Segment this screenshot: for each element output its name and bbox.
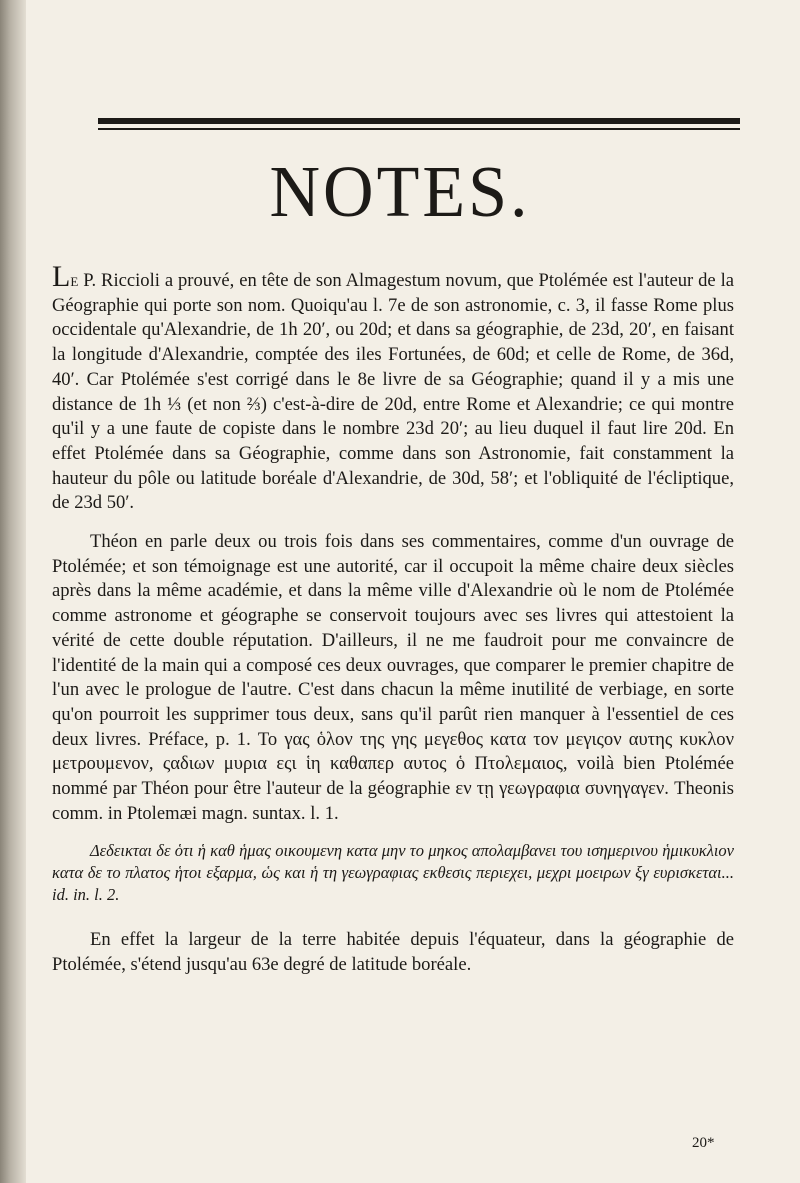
paragraph-largeur: En effet la largeur de la terre habitée depuis l'équateur, dans la géographie de Ptolémée, s'étend jusqu'au 63e degré de latitude boréale. <box>52 929 734 976</box>
body-text <box>52 262 734 978</box>
paragraph-theon: Théon en parle deux ou trois fois dans ses commentaires, comme d'un ouvrage de Ptolémée; et son témoignage est une autorité, car il occupoit la même chaire deux siècles après dans la même académie, et dans la même ville d'Alexandrie où le nom de Ptolémée comme astronome et géographe se conservoit toujours avec ses livres qui attestoient la vérité de cette double réputation. D'ailleurs, il ne me faudroit pour me convaincre de l'identité de la main qui a composé ces deux ouvrages, que comparer le premier chapitre de l'un avec le prologue de l'autre. C'est dans chacun la même inutilité de verbiage, en sorte qu'on pourroit les supprimer tous deux, sans qu'il parût rien manquer à l'essentiel de ces deux livres. Préface, p. 1. Το γας ὁλον της γης μεγεθος κατα τον μεγιςον αυτης κυκλον μετρουμενον, ςαδιων μυρια εςι ἱη καθαπερ αυτος ὁ Πτολεμαιος, voilà bien Ptolémée nommé par Théon pour être l'auteur de la géographie εν τῃ γεωγραφια συνηγαγεν. Theonis comm. in Ptolemæi magn. suntax. l. 1. <box>52 531 734 824</box>
paragraph-riccioli-text: P. Riccioli a prouvé, en tête de son Almagestum novum, que Ptolémée est l'auteur de la Géographie qui porte son nom. Quoiqu'au l. 7e de son astronomie, c. 3, il fasse Rome plus occidentale qu'Alexandrie, de 1h 20′, ou 20d; et dans sa géographie, de 23d, 20′, en faisant la longitude d'Alexandrie, comptée des iles Fortunées, de 60d; et celle de Rome, de 36d, 40′. Car Ptolémée s'est corrigé dans le 8e livre de sa Géographie; quand il y a mis une distance de 1h ⅓ (et non ⅔) c'est-à-dire de 20d, entre Rome et Alexandrie; ce qui montre qu'il y a une faute de copiste dans le nombre 23d 20′; au lieu duquel il faut lire 20d. En effet Ptolémée dans sa Géographie, comme dans son Astronomie, fait constamment la hauteur du pôle ou latitude boréale d'Alexandrie, de 30d, 58′; et l'obliquité de l'écliptique, de 23d 50′. <box>52 270 734 514</box>
lead-letters: e <box>70 270 79 291</box>
drop-cap: L <box>52 260 71 293</box>
page-number: 20* <box>692 1135 715 1151</box>
greek-quote: Δεδεικται δε ὁτι ἡ καθ ἡμας οικουμενη κατα μην το μηκος απολαμβανει του ισημερινου ἡμικυκλιον κατα δε το πλατος ἡτοι εξαρμα, ὡς και ἡ τη γεωγραφιας εκθεσις περιεχει, μεχρι μοειρων ξγ ευρισκεται... id. in. l. 2. <box>52 841 734 905</box>
page-title: NOTES. <box>269 152 531 233</box>
header-rule-thin <box>98 128 740 130</box>
paragraph-riccioli <box>52 262 734 516</box>
header-rule-thick <box>98 118 740 124</box>
